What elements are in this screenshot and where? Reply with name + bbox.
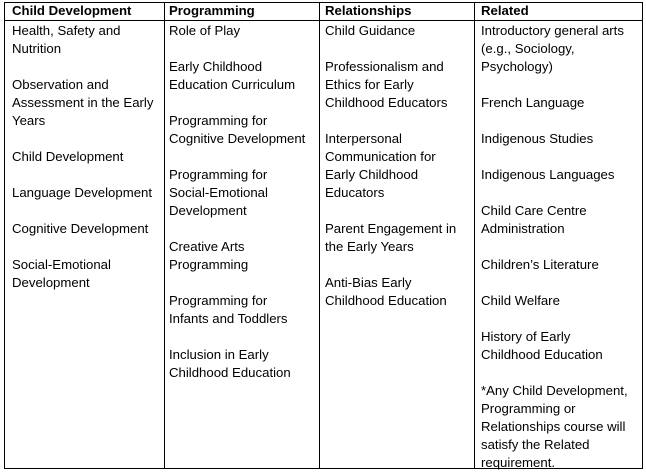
child-development-line: Assessment in the Early [12,95,154,110]
related-line: Childhood Education [481,347,603,362]
requirements-table [4,2,643,469]
related-line: Introductory general arts [481,23,624,38]
programming-line: Inclusion in Early [169,347,269,362]
header-related: Related [481,3,529,18]
relationships-line: Childhood Education [325,293,447,308]
child-development-line: Development [12,275,90,290]
related-line: Relationships course will [481,419,626,434]
relationships-line: Anti-Bias Early [325,275,412,290]
programming-line: Role of Play [169,23,241,38]
programming-line: Childhood Education [169,365,291,380]
child-development-line: Cognitive Development [12,221,149,236]
relationships-line: Parent Engagement in [325,221,457,236]
child-development-line: Years [12,113,46,128]
related-line: Indigenous Studies [481,131,594,146]
related-line: requirement. [481,455,556,470]
programming-line: Creative Arts [169,239,245,254]
programming-line: Social-Emotional [169,185,268,200]
related-line: Child Welfare [481,293,560,308]
column-divider [164,3,165,468]
programming-line: Cognitive Development [169,131,306,146]
relationships-line: Early Childhood [325,167,419,182]
related-line: Psychology) [481,59,553,74]
programming-line: Programming for [169,113,268,128]
relationships-line: Interpersonal [325,131,402,146]
related-line: Children’s Literature [481,257,599,272]
relationships-line: the Early Years [325,239,414,254]
child-development-line: Health, Safety and [12,23,121,38]
related-line: (e.g., Sociology, [481,41,575,56]
relationships-line: Educators [325,185,385,200]
relationships-line: Ethics for Early [325,77,414,92]
programming-line: Education Curriculum [169,77,296,92]
programming-line: Programming [169,257,249,272]
column-divider [319,3,320,468]
related-line: satisfy the Related [481,437,590,452]
related-line: Indigenous Languages [481,167,615,182]
child-development-line: Social-Emotional [12,257,111,272]
header-divider [5,20,642,21]
related-line: French Language [481,95,585,110]
relationships-line: Child Guidance [325,23,416,38]
column-divider [474,3,475,468]
programming-line: Infants and Toddlers [169,311,288,326]
related-line: Child Care Centre [481,203,587,218]
header-child-development: Child Development [12,3,132,18]
programming-line: Early Childhood [169,59,263,74]
child-development-line: Language Development [12,185,153,200]
related-line: Programming or [481,401,576,416]
header-relationships: Relationships [325,3,412,18]
related-line: Administration [481,221,565,236]
child-development-line: Child Development [12,149,124,164]
related-line: History of Early [481,329,571,344]
programming-line: Programming for [169,167,268,182]
related-line: *Any Child Development, [481,383,628,398]
relationships-line: Communication for [325,149,436,164]
relationships-line: Childhood Educators [325,95,448,110]
programming-line: Programming for [169,293,268,308]
child-development-line: Observation and [12,77,109,92]
programming-line: Development [169,203,247,218]
header-programming: Programming [169,3,255,18]
child-development-line: Nutrition [12,41,62,56]
relationships-line: Professionalism and [325,59,444,74]
